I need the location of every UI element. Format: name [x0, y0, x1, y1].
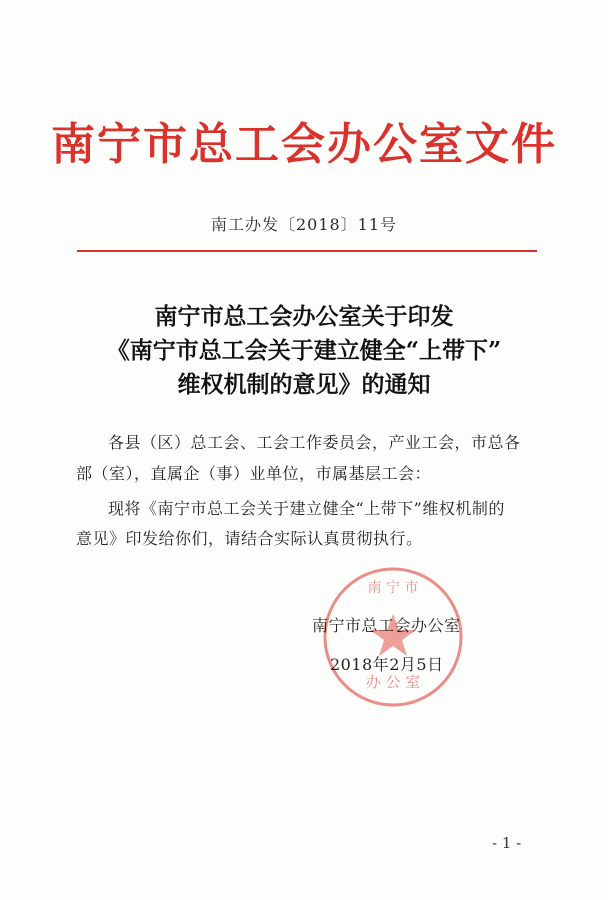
notice-title-line-2: 《南宁市总工会关于建立健全“上带下”: [106, 337, 502, 364]
body-text-line-4: 意见》印发给你们，请结合实际认真贯彻执行。: [76, 529, 423, 548]
body-text-line-3: 现将《南宁市总工会关于建立健全“上带下”维权机制的: [108, 499, 505, 518]
signature-organization: 南宁市总工会办公室: [312, 616, 461, 635]
notice-title-line-1: 南宁市总工会办公室关于印发: [154, 303, 454, 330]
issuer-header-title: 南宁市总工会办公室文件: [51, 119, 557, 170]
page-number: - 1 -: [492, 834, 522, 852]
official-seal-stamp: [318, 562, 468, 712]
svg-text:办 公 室: 办 公 室: [365, 673, 421, 691]
body-text-line-1: 各县（区）总工会、工会工作委员会，产业工会，市总各: [108, 433, 521, 452]
svg-text:南 宁 市: 南 宁 市: [367, 580, 419, 596]
document-number: 南工办发〔2018〕11号: [210, 215, 398, 234]
body-text-line-2: 部（室），直属企（事）业单位，市属基层工会：: [76, 464, 432, 483]
notice-title-line-3: 维权机制的意见》的通知: [177, 371, 431, 398]
signature-date: 2018年2月5日: [330, 655, 444, 674]
red-divider-line: [77, 250, 537, 252]
